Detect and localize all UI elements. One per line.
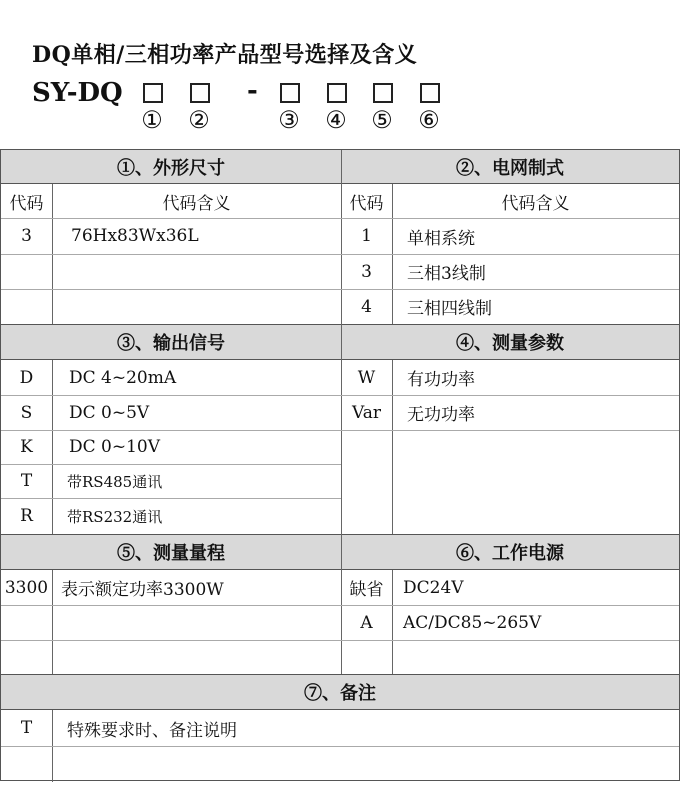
table-cell-code: 1 [361, 226, 372, 246]
table-cell-meaning: 特殊要求时、备注说明 [67, 720, 237, 741]
model-box-2 [190, 83, 210, 103]
code-divider-6 [392, 570, 393, 674]
position-number-1: ① [141, 106, 163, 134]
table-cell-code: T [20, 471, 33, 491]
table-cell-code: Var [352, 402, 381, 423]
table-cell-code: W [357, 367, 376, 388]
table-cell-meaning: 有功功率 [407, 370, 475, 390]
table-cell-code: R [20, 506, 33, 526]
section-header-6: ⑥、工作电源 [341, 534, 679, 570]
model-spec-table [0, 149, 680, 781]
col-code-header-2: 代码 [349, 193, 384, 214]
code-divider-4 [392, 360, 393, 534]
col-meaning-header-2: 代码含义 [501, 193, 570, 214]
table-cell-meaning: 表示额定功率3300W [61, 580, 224, 600]
col-meaning-header-1: 代码含义 [162, 193, 231, 214]
code-divider-3 [52, 360, 53, 534]
table-cell-code: A [360, 612, 373, 633]
table-cell-meaning: 三相3线制 [407, 264, 486, 284]
model-box-4 [327, 83, 347, 103]
table-cell-code: 3 [21, 226, 32, 246]
table-cell-code: 缺省 [349, 580, 384, 600]
table-cell-meaning: DC 4~20mA [69, 367, 177, 388]
table-cell-code: K [20, 437, 33, 457]
table-cell-meaning: DC 0~10V [69, 437, 161, 457]
position-number-2: ② [188, 106, 210, 134]
model-box-3 [280, 83, 300, 103]
table-cell-meaning: DC 0~5V [69, 402, 150, 423]
table-cell-code: 3300 [4, 577, 49, 598]
model-box-5 [373, 83, 393, 103]
model-box-6 [420, 83, 440, 103]
model-box-1 [143, 83, 163, 103]
table-cell-meaning: 带RS232通讯 [67, 507, 163, 526]
col-code-header-1: 代码 [9, 193, 44, 214]
position-number-4: ④ [325, 106, 347, 134]
table-cell-meaning: DC24V [403, 577, 464, 598]
table-cell-code: S [20, 402, 33, 423]
table-cell-meaning: 单相系统 [407, 228, 475, 249]
table-cell-meaning: 带RS485通讯 [67, 472, 163, 491]
table-cell-meaning: 76Hx83Wx36L [71, 226, 199, 246]
position-number-5: ⑤ [371, 106, 393, 134]
table-cell-meaning: 无功功率 [407, 405, 475, 425]
table-cell-code: 3 [361, 261, 372, 282]
model-prefix: SY-DQ [32, 78, 123, 108]
table-cell-code: D [19, 367, 34, 388]
page-title: DQ单相/三相功率产品型号选择及含义 [32, 42, 418, 68]
section-header-5: ⑤、测量量程 [1, 534, 341, 570]
table-cell-code: T [20, 718, 33, 738]
table-cell-code: 4 [361, 296, 372, 317]
section-header-7: ⑦、备注 [1, 674, 679, 710]
section-header-3: ③、输出信号 [1, 324, 341, 360]
code-divider-5 [52, 570, 53, 674]
model-dash: - [247, 76, 258, 106]
section-header-4: ④、测量参数 [341, 324, 679, 360]
table-cell-meaning: 三相四线制 [407, 299, 492, 319]
table-cell-meaning: AC/DC85~265V [403, 612, 542, 633]
position-number-6: ⑥ [418, 106, 440, 134]
section-header-1: ①、外形尺寸 [1, 150, 341, 184]
section-header-2: ②、电网制式 [341, 150, 679, 184]
position-number-3: ③ [278, 106, 300, 134]
